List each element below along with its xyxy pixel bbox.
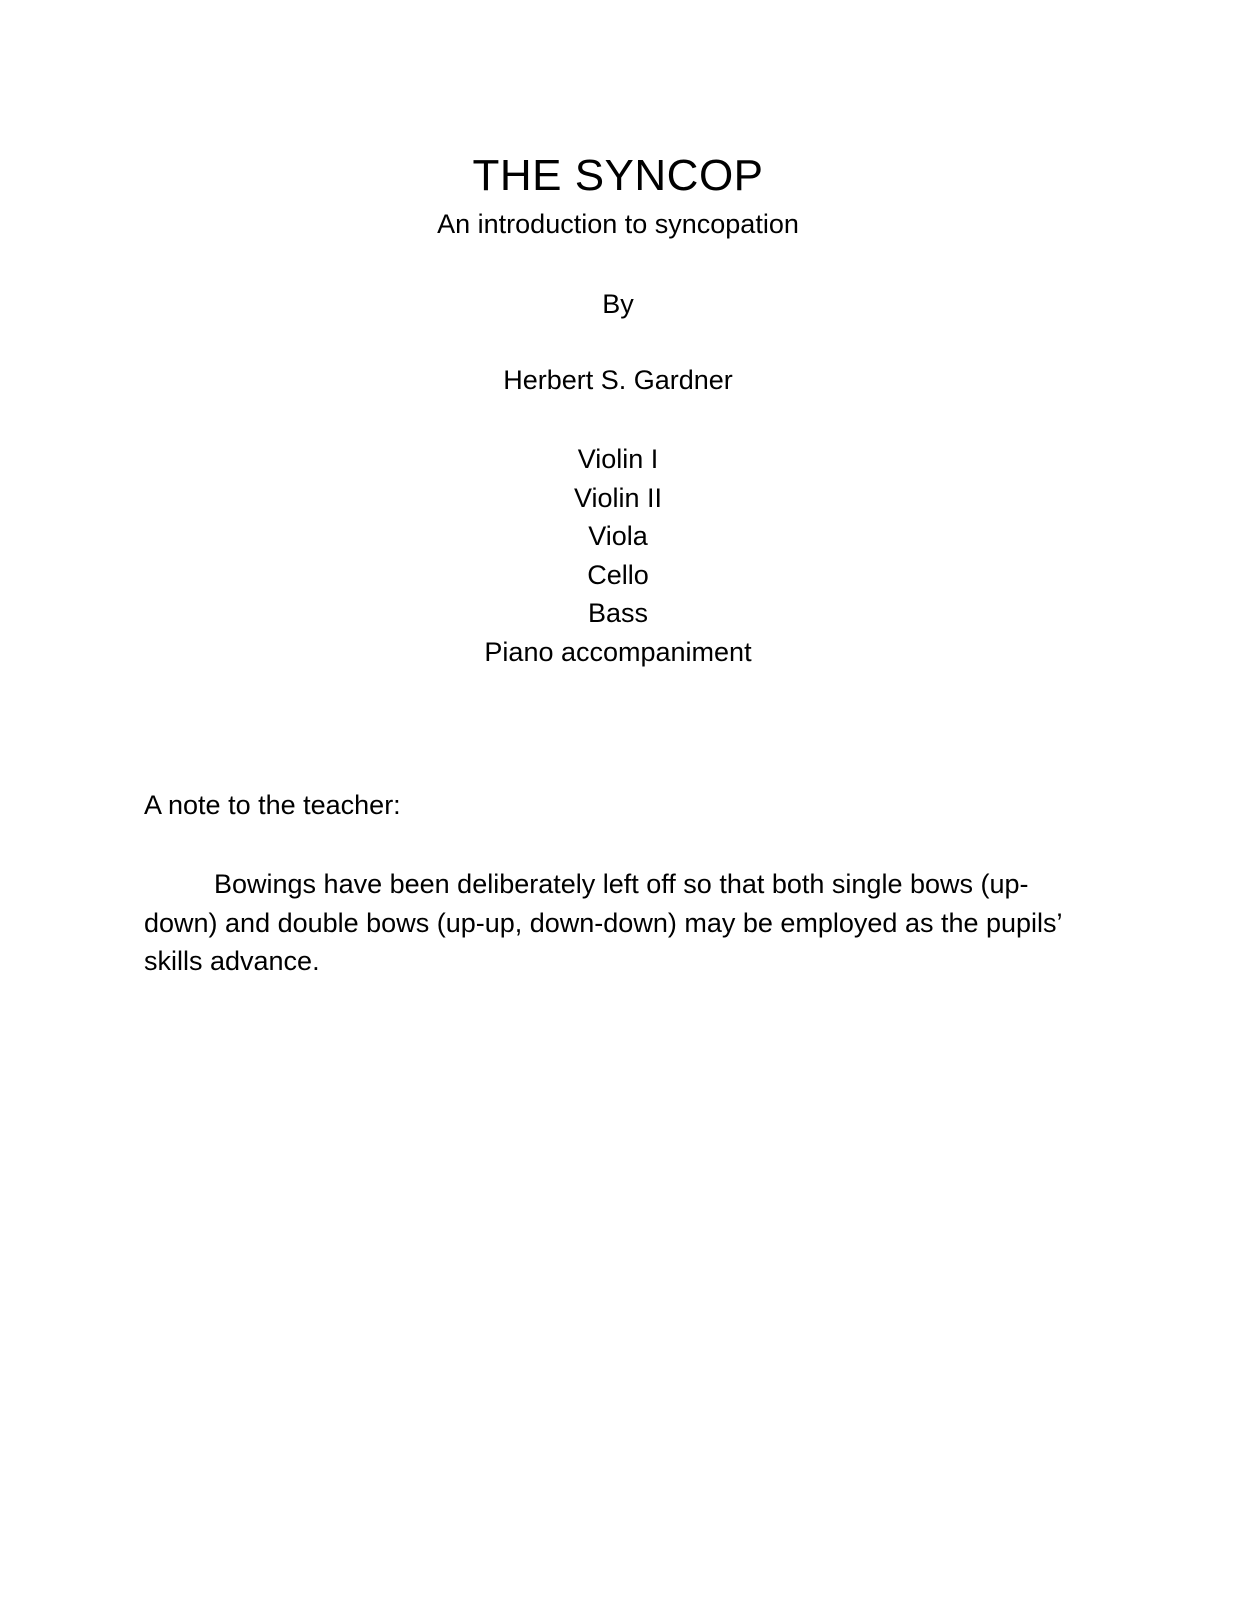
document-subtitle: An introduction to syncopation: [437, 209, 799, 239]
instrument-item: Bass: [587, 598, 649, 628]
teacher-note-body: Bowings have been deliberately left off so that both single bows (up-down) and double bows (up-up, down-down) may be employed as the pupils’ skills advance.: [144, 869, 1062, 976]
instrument-item: Viola: [588, 521, 648, 551]
instrument-item: Piano accompaniment: [484, 636, 752, 667]
instrument-list: [0, 440, 1236, 671]
author-name: Herbert S. Gardner: [503, 365, 733, 395]
document-title: THE SYNCOP: [472, 151, 764, 200]
instrument-item: Violin I: [577, 444, 659, 474]
instrument-item: Violin II: [573, 482, 663, 513]
by-label: By: [602, 289, 634, 319]
teacher-note-heading: A note to the teacher:: [144, 790, 401, 820]
instrument-item: Cello: [587, 559, 649, 590]
